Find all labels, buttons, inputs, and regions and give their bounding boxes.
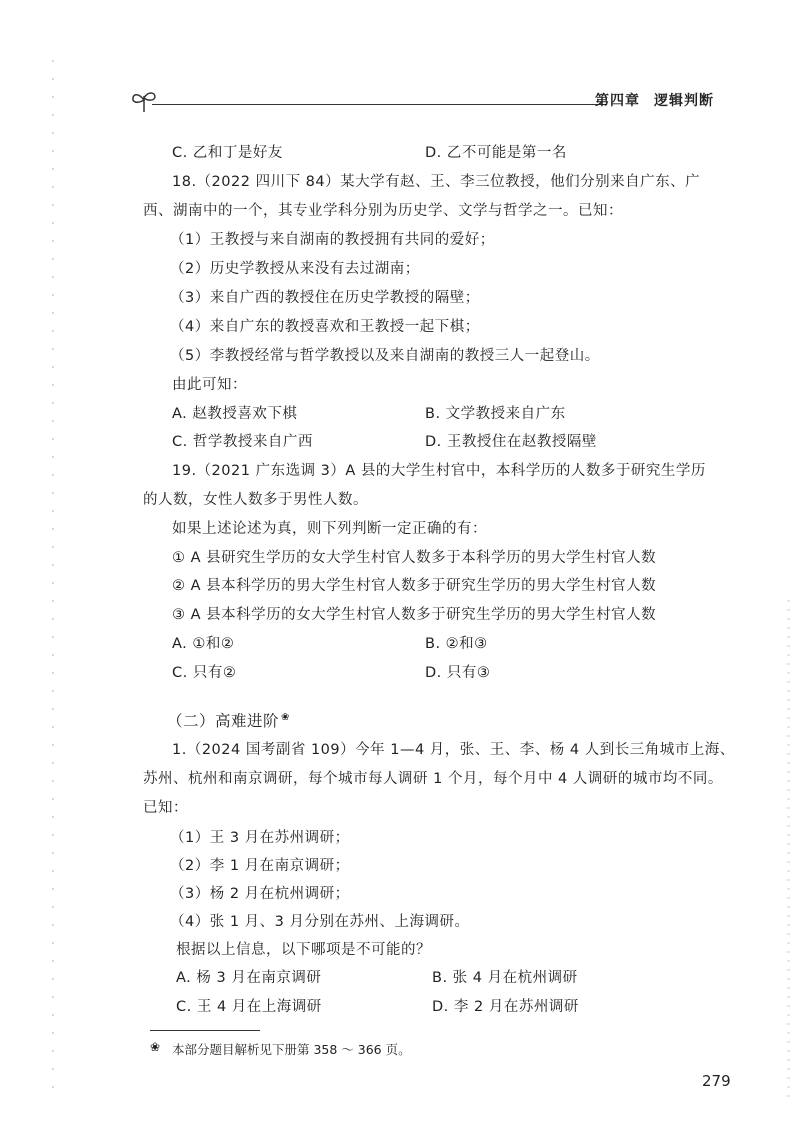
header-rule [152, 104, 607, 105]
condition-3: （3）来自广西的教授住在历史学教授的隔壁； [170, 290, 480, 306]
option-a: A. 赵教授喜欢下棋 [172, 406, 298, 422]
option-c: C. 哲学教授来自广西 [172, 434, 313, 450]
option-a: A. ①和② [172, 636, 235, 652]
statement-1: ① A 县研究生学历的女大学生村官人数多于本科学历的男大学生村官人数 [172, 550, 657, 566]
condition-1: （1）王教授与来自湖南的教授拥有共同的爱好； [170, 232, 495, 248]
condition-4: （4）来自广东的教授喜欢和王教授一起下棋； [170, 319, 480, 335]
condition-5: （5）李教授经常与哲学教授以及来自湖南的教授三人一起登山。 [170, 348, 600, 364]
scan-edge-right [787, 600, 790, 1100]
scan-edge-left [52, 60, 54, 1100]
condition-1: （1）王 3 月在苏州调研； [170, 830, 350, 846]
question-1-stem-cont: 苏州、杭州和南京调研，每个城市每人调研 1 个月，每个月中 4 人调研的城市均不同。 [143, 771, 723, 787]
chapter-title: 逻辑判断 [654, 93, 714, 109]
question-18-prompt: 由此可知： [172, 377, 247, 393]
option-d: D. 王教授住在赵教授隔壁 [425, 434, 597, 450]
option-b: B. ②和③ [425, 636, 488, 652]
option-c: C. 王 4 月在上海调研 [176, 999, 322, 1015]
option-b: B. 文学教授来自广东 [425, 406, 566, 422]
flower-icon: ❀ [150, 1040, 161, 1054]
question-19-stem-cont: 的人数，女性人数多于男性人数。 [143, 492, 368, 508]
condition-3: （3）杨 2 月在杭州调研； [170, 886, 350, 902]
chapter-number: 第四章 [595, 93, 640, 109]
statement-3: ③ A 县本科学历的女大学生村官人数多于研究生学历的男大学生村官人数 [172, 607, 657, 623]
page-number: 279 [702, 1072, 731, 1090]
running-header [130, 88, 730, 114]
chapter-heading [595, 90, 714, 110]
question-18-stem: 18.（2022 四川下 84）某大学有赵、王、李三位教授，他们分别来自广东、广 [172, 174, 701, 190]
condition-2: （2）历史学教授从来没有去过湖南； [170, 261, 420, 277]
section-heading-text: （二）高难进阶 [167, 712, 280, 731]
condition-4: （4）张 1 月、3 月分别在苏州、上海调研。 [170, 914, 470, 930]
statement-2: ② A 县本科学历的男大学生村官人数多于研究生学历的男大学生村官人数 [172, 578, 657, 594]
option-d: D. 李 2 月在苏州调研 [432, 999, 579, 1015]
option-d: D. 只有③ [425, 665, 491, 681]
option-b: B. 张 4 月在杭州调研 [432, 970, 578, 986]
option-a: A. 杨 3 月在南京调研 [176, 970, 322, 986]
question-18-stem-cont: 西、湖南中的一个，其专业学科分别为历史学、文学与哲学之一。已知： [143, 203, 623, 219]
question-1-prompt: 根据以上信息，以下哪项是不可能的？ [176, 942, 431, 958]
option-d: D. 乙不可能是第一名 [425, 145, 567, 161]
footnote-rule [150, 1030, 260, 1031]
section-heading [167, 708, 290, 731]
question-19-prompt: 如果上述论述为真，则下列判断一定正确的有： [172, 521, 487, 537]
footnote: 本部分题目解析见下册第 358 ～ 366 页。 [172, 1042, 411, 1057]
question-1-stem: 1.（2024 国考副省 109）今年 1—4 月，张、王、李、杨 4 人到长三角城市上海、 [172, 742, 735, 758]
question-19-stem: 19.（2021 广东选调 3）A 县的大学生村官中，本科学历的人数多于研究生学历 [172, 463, 706, 479]
condition-2: （2）李 1 月在南京调研； [170, 858, 350, 874]
question-1-known: 已知： [143, 800, 188, 816]
flower-icon: ❀ [281, 712, 290, 723]
option-c: C. 乙和丁是好友 [172, 145, 283, 161]
sprout-icon [130, 88, 158, 114]
option-c: C. 只有② [172, 665, 237, 681]
